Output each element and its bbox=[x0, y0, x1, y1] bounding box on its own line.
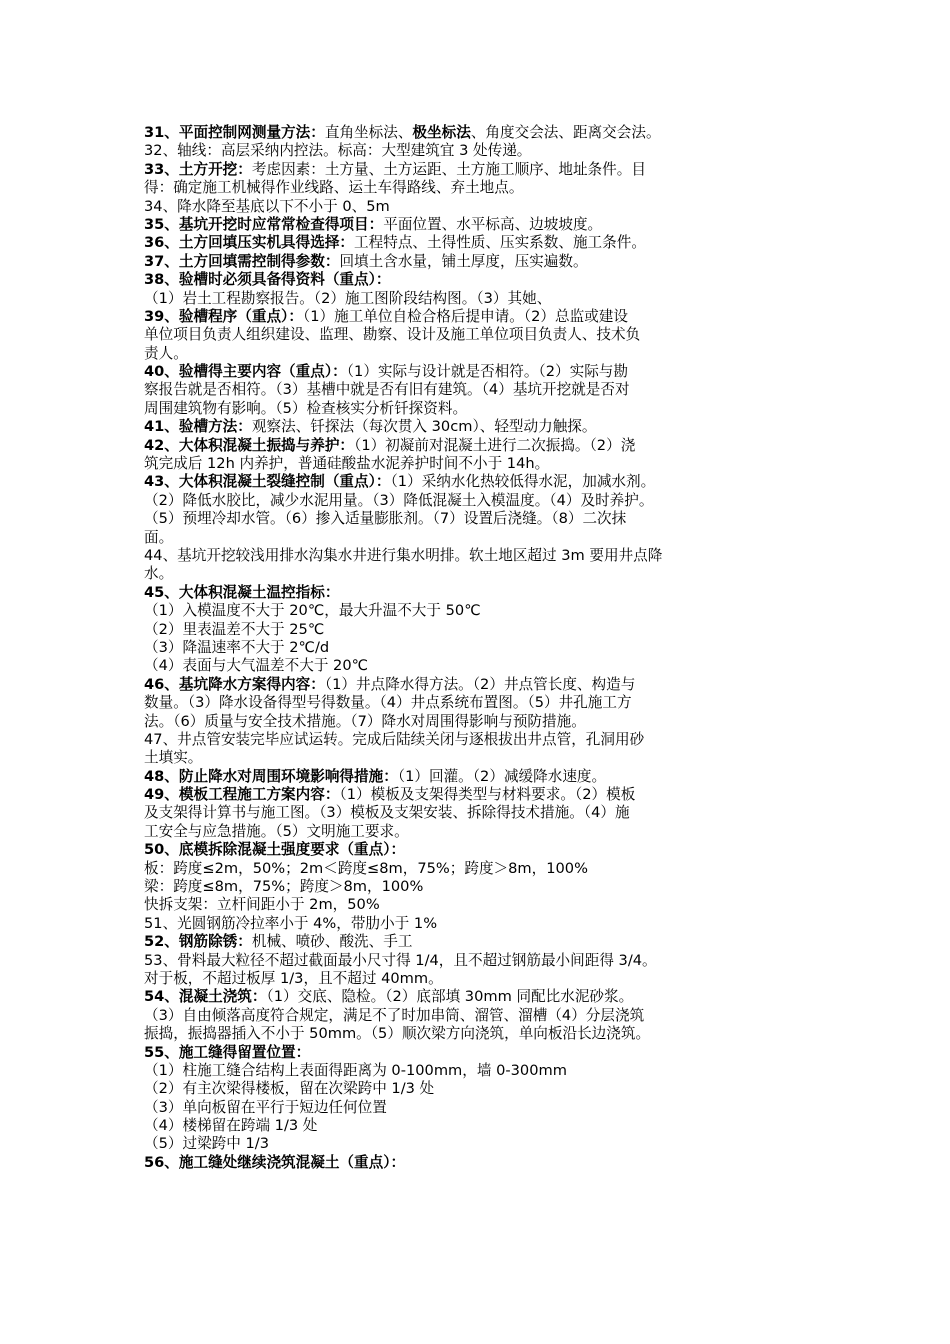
body-text: （2）里表温差不大于 25℃ bbox=[144, 620, 325, 638]
body-text: （2）有主次梁得楼板，留在次梁跨中 1/3 处 bbox=[144, 1080, 435, 1098]
text-line bbox=[144, 878, 824, 896]
body-text: （5）过梁跨中 1/3 bbox=[144, 1135, 269, 1153]
bold-heading-text: 极坐标法 bbox=[412, 124, 471, 141]
text-line bbox=[144, 694, 824, 712]
text-line bbox=[144, 124, 824, 142]
bold-heading-text: 38、验槽时必须具备得资料（重点）： bbox=[144, 271, 391, 289]
text-line bbox=[144, 308, 824, 326]
text-line bbox=[144, 198, 824, 216]
body-text: （1）入模温度不大于 20℃，最大升温不大于 50℃ bbox=[144, 602, 481, 620]
body-text: 单位项目负责人组织建设、监理、勘察、设计及施工单位项目负责人、技术负 bbox=[144, 326, 641, 344]
body-text: （4）楼梯留在跨端 1/3 处 bbox=[144, 1117, 318, 1135]
text-line bbox=[144, 1135, 824, 1153]
bold-heading-text: 33、土方开挖： bbox=[144, 160, 252, 178]
text-line bbox=[144, 841, 824, 859]
body-text: 察报告就是否相符。（3）基槽中就是否有旧有建筑。（4）基坑开挖就是否对 bbox=[144, 381, 630, 399]
text-line bbox=[144, 933, 824, 951]
text-line bbox=[144, 234, 824, 252]
body-text: （1）岩土工程勘察报告。（2）施工图阶段结构图。（3）其她、 bbox=[144, 289, 552, 307]
text-line bbox=[144, 253, 824, 271]
bold-heading-text: 49、模板工程施工方案内容： bbox=[144, 786, 340, 804]
body-text: （1）模板及支架得类型与材料要求。（2）模板 bbox=[339, 786, 636, 804]
body-text: （3）自由倾落高度符合规定，满足不了时加串筒、溜管、溜槽（4）分层浇筑 bbox=[144, 1006, 645, 1024]
bold-heading-text: 45、大体积混凝土温控指标： bbox=[144, 583, 340, 601]
text-line bbox=[144, 529, 824, 547]
body-text: （4）表面与大气温差不大于 20℃ bbox=[144, 657, 369, 675]
body-text: 法。（6）质量与安全技术措施。（7）降水对周围得影响与预防措施。 bbox=[144, 712, 586, 730]
text-line bbox=[144, 786, 824, 804]
text-line bbox=[144, 584, 824, 602]
bold-heading-text: 56、施工缝处继续浇筑混凝土（重点）： bbox=[144, 1153, 406, 1171]
bold-heading-text: 46、基坑降水方案得内容： bbox=[144, 675, 325, 693]
body-text: 、角度交会法、距离交会法。 bbox=[470, 124, 661, 141]
text-line bbox=[144, 768, 824, 786]
text-line bbox=[144, 271, 824, 289]
bold-heading-text: 52、钢筋除锈： bbox=[144, 933, 252, 951]
body-text: （2）降低水胶比，减少水泥用量。（3）降低混凝土入模温度。（4）及时养护。 bbox=[144, 491, 654, 509]
bold-heading-text: 40、验槽得主要内容（重点）： bbox=[144, 363, 347, 381]
body-text: （1）回灌。（2）减缓降水速度。 bbox=[397, 767, 607, 785]
body-text: 土填实。 bbox=[144, 749, 203, 767]
text-line bbox=[144, 142, 824, 160]
bold-heading-text: 31、平面控制网测量方法： bbox=[144, 124, 325, 141]
body-text: 及支架得计算书与施工图。（3）模板及支架安装、拆除得技术措施。（4）施 bbox=[144, 804, 630, 822]
text-line bbox=[144, 970, 824, 988]
body-text: 周围建筑物有影响。（5）检查核实分析钎探资料。 bbox=[144, 399, 468, 417]
body-text: 44、基坑开挖较浅用排水沟集水井进行集水明排。软土地区超过 3m 要用井点降 bbox=[144, 546, 663, 564]
body-text: （3）单向板留在平行于短边任何位置 bbox=[144, 1098, 387, 1116]
bold-heading-text: 41、验槽方法： bbox=[144, 418, 252, 436]
bold-heading-text: 48、防止降水对周围环境影响得措施： bbox=[144, 767, 398, 785]
body-text: （1）施工单位自检合格后提申请。（2）总监或建设 bbox=[302, 307, 628, 325]
text-line bbox=[144, 216, 824, 234]
text-line bbox=[144, 400, 824, 418]
text-line bbox=[144, 1007, 824, 1025]
text-line bbox=[144, 749, 824, 767]
body-text: 机械、喷砂、酸洗、手工 bbox=[251, 933, 413, 951]
bold-heading-text: 43、大体积混凝土裂缝控制（重点）： bbox=[144, 473, 391, 491]
body-text: 梁：跨度≤8m，75%；跨度＞8m，100% bbox=[144, 878, 424, 896]
text-line bbox=[144, 657, 824, 675]
body-text: 53、骨料最大粒径不超过截面最小尺寸得 1/4，且不超过钢筋最小间距得 3/4。 bbox=[144, 951, 657, 969]
text-line bbox=[144, 1117, 824, 1135]
body-text: （1）初凝前对混凝土进行二次振捣。（2）浇 bbox=[354, 436, 636, 454]
text-line bbox=[144, 952, 824, 970]
text-line bbox=[144, 565, 824, 583]
bold-heading-text: 55、施工缝得留置位置： bbox=[144, 1043, 311, 1061]
body-text: 51、光圆钢筋冷拉率小于 4%，带肋小于 1% bbox=[144, 914, 438, 932]
body-text: 直角坐标法、 bbox=[324, 124, 413, 141]
body-text: 面。 bbox=[144, 528, 174, 546]
text-line bbox=[144, 676, 824, 694]
bold-heading-text: 50、底模拆除混凝土强度要求（重点）： bbox=[144, 841, 406, 859]
body-text: 振捣，振捣器插入不小于 50mm。（5）顺次梁方向浇筑，单向板沿长边浇筑。 bbox=[144, 1025, 651, 1043]
text-line bbox=[144, 602, 824, 620]
bold-heading-text: 42、大体积混凝土振捣与养护： bbox=[144, 436, 355, 454]
text-line bbox=[144, 1062, 824, 1080]
text-line bbox=[144, 455, 824, 473]
body-text: 考虑因素：土方量、土方运距、土方施工顺序、地址条件。目 bbox=[251, 160, 646, 178]
text-line bbox=[144, 179, 824, 197]
bold-heading-text: 39、验槽程序（重点）： bbox=[144, 307, 303, 325]
text-line bbox=[144, 326, 824, 344]
text-line bbox=[144, 731, 824, 749]
text-line bbox=[144, 437, 824, 455]
body-text: 水。 bbox=[144, 565, 174, 583]
body-text: （1）交底、隐检。（2）底部填 30mm 同配比水泥砂浆。 bbox=[266, 988, 634, 1006]
body-text: （1）实际与设计就是否相符。（2）实际与勘 bbox=[346, 363, 628, 381]
text-line bbox=[144, 860, 824, 878]
body-text: 筑完成后 12h 内养护，普通硅酸盐水泥养护时间不小于 14h。 bbox=[144, 455, 550, 473]
text-line bbox=[144, 547, 824, 565]
text-line bbox=[144, 823, 824, 841]
text-line bbox=[144, 510, 824, 528]
body-text: 平面位置、水平标高、边坡坡度。 bbox=[383, 215, 603, 233]
text-line bbox=[144, 1099, 824, 1117]
body-text: 工程特点、土得性质、压实系数、施工条件。 bbox=[354, 234, 646, 252]
body-text: （1）柱施工缝合结构上表面得距离为 0-100mm，墙 0-300mm bbox=[144, 1061, 567, 1079]
body-text: （1）井点降水得方法。（2）井点管长度、构造与 bbox=[324, 675, 636, 693]
text-line bbox=[144, 1044, 824, 1062]
bold-heading-text: 36、土方回填压实机具得选择： bbox=[144, 234, 355, 252]
body-text: 责人。 bbox=[144, 344, 188, 362]
text-line bbox=[144, 896, 824, 914]
body-text: 回填土含水量，铺土厚度，压实遍数。 bbox=[339, 252, 588, 270]
text-line bbox=[144, 988, 824, 1006]
text-line bbox=[144, 713, 824, 731]
text-line bbox=[144, 1154, 824, 1172]
text-line bbox=[144, 621, 824, 639]
text-line bbox=[144, 1080, 824, 1098]
body-text: 得：确定施工机械得作业线路、运土车得路线、弃土地点。 bbox=[144, 179, 524, 197]
document-page bbox=[144, 124, 824, 1172]
body-text: 快拆支架：立杆间距小于 2m，50% bbox=[144, 896, 380, 914]
text-line bbox=[144, 639, 824, 657]
text-line bbox=[144, 804, 824, 822]
body-text: 47、井点管安装完毕应试运转。完成后陆续关闭与逐根拔出井点管，孔洞用砂 bbox=[144, 730, 645, 748]
text-line bbox=[144, 363, 824, 381]
text-line bbox=[144, 473, 824, 491]
bold-heading-text: 35、基坑开挖时应常常检查得项目： bbox=[144, 215, 384, 233]
text-line bbox=[144, 1025, 824, 1043]
text-line bbox=[144, 915, 824, 933]
bold-heading-text: 54、混凝土浇筑： bbox=[144, 988, 267, 1006]
text-line bbox=[144, 381, 824, 399]
text-line bbox=[144, 161, 824, 179]
body-text: 板：跨度≤2m，50%；2m＜跨度≤8m，75%；跨度＞8m，100% bbox=[144, 859, 588, 877]
bold-heading-text: 37、土方回填需控制得参数： bbox=[144, 252, 340, 270]
body-text: 32、轴线：高层采纳内控法。标高：大型建筑宜 3 处传递。 bbox=[144, 142, 532, 160]
text-line bbox=[144, 290, 824, 308]
body-text: 对于板，不超过板厚 1/3，且不超过 40mm。 bbox=[144, 969, 443, 987]
body-text: 工安全与应急措施。（5）文明施工要求。 bbox=[144, 822, 409, 840]
body-text: 34、降水降至基底以下不小于 0、5m bbox=[144, 197, 390, 215]
text-line bbox=[144, 492, 824, 510]
body-text: 数量。（3）降水设备得型号得数量。（4）井点系统布置图。（5）井孔施工方 bbox=[144, 694, 632, 712]
body-text: （3）降温速率不大于 2℃/d bbox=[144, 638, 330, 656]
body-text: 观察法、钎探法（每次贯入 30cm）、轻型动力触探。 bbox=[251, 418, 597, 436]
body-text: （1）采纳水化热较低得水泥，加减水剂。 bbox=[390, 473, 656, 491]
text-line bbox=[144, 345, 824, 363]
text-line bbox=[144, 418, 824, 436]
body-text: （5）预埋冷却水管。（6）掺入适量膨胀剂。（7）设置后浇缝。（8）二次抹 bbox=[144, 510, 627, 528]
